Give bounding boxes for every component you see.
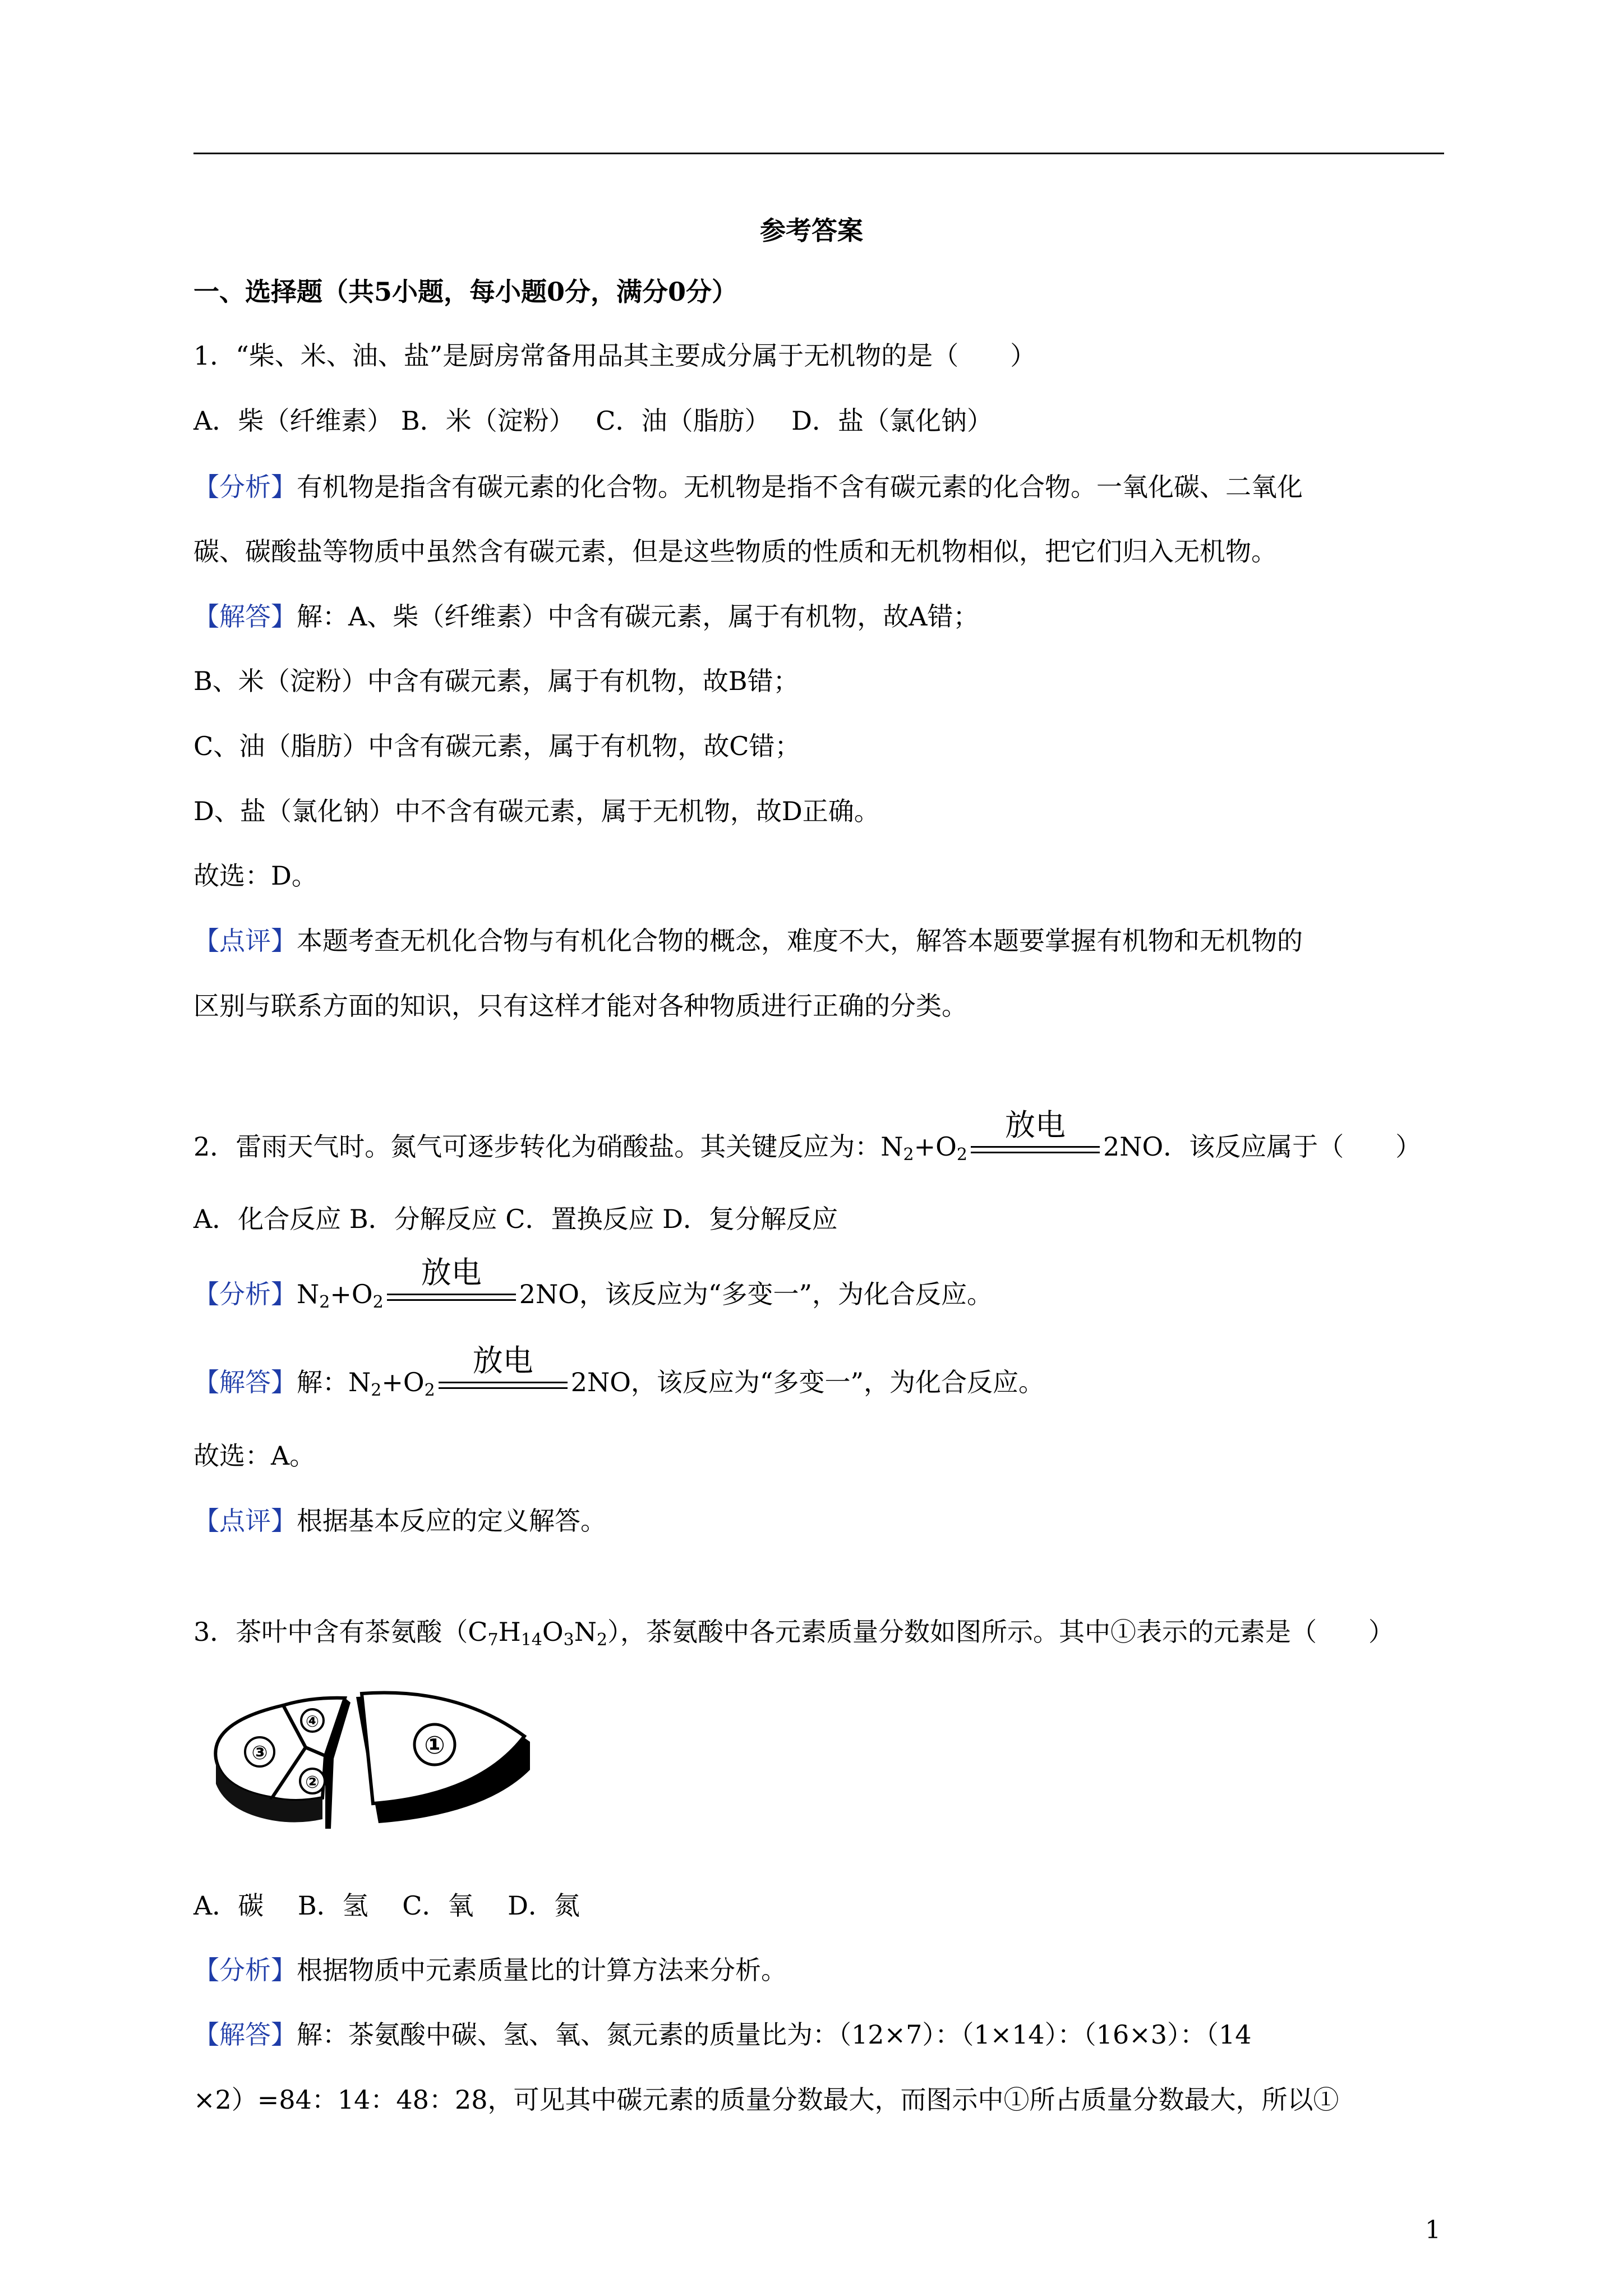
q3-stem-text: 3．茶叶中含有茶氨酸（C (193, 1617, 488, 1647)
q1-answer-line4: D、盐（氯化钠）中不含有碳元素，属于无机物，故D正确。 (193, 796, 880, 826)
header-rule (193, 153, 1444, 154)
q2-stem-text: 2．雷雨天气时。氮气可逐步转化为硝酸盐。其关键反应为： (193, 1131, 881, 1162)
q1-options: A．柴（纤维素） B．米（淀粉） C．油（脂肪） D．盐（氯化钠） (193, 406, 993, 436)
answer-tag: 【解答】 (193, 1367, 297, 1397)
formula: $N_2+O_2$ (880, 1131, 967, 1165)
analysis-tag: 【分析】 (193, 1955, 297, 1985)
q1-answer-line1 (193, 599, 1450, 634)
q2-choice: 故选：A。 (193, 1441, 316, 1471)
q3-stem: 3．茶叶中含有茶氨酸$(C_7H_{14}O_3N_2)$，茶氨酸中各元素质量分数如图所示。其中①表示的元素是（ ） (193, 1617, 1395, 1650)
q2-comment (193, 1503, 1450, 1539)
page-title: 参考答案 (760, 215, 863, 246)
q1-comment-line2: 区别与联系方面的知识，只有这样才能对各种物质进行正确的分类。 (193, 991, 967, 1021)
q1-answer-line3: C、油（脂肪）中含有碳元素，属于有机物，故C错； (193, 731, 801, 761)
q1-choice: 故选：D。 (193, 861, 317, 891)
analysis-tag: 【分析】 (193, 472, 297, 502)
q3-answer-line1 (193, 2017, 1450, 2053)
q3-answer-text: 解：茶氨酸中碳、氢、氧、氮元素的质量比为：（12×7）：（1×14）：（16×3）：（14 (297, 2019, 1252, 2050)
q2-stem-tail: 2NO．该反应属于（ ） (1103, 1131, 1422, 1162)
q3-analysis-text: 根据物质中元素质量比的计算方法来分析。 (297, 1955, 787, 1985)
q1-answer-line2: B、米（淀粉）中含有碳元素，属于有机物，故B错； (193, 666, 799, 696)
q1-stem: 1．“柴、米、油、盐”是厨房常备用品其主要成分属于无机物的是（ ） (193, 341, 1036, 371)
reaction-arrow (439, 1343, 568, 1391)
q2-analysis (193, 1255, 1450, 1312)
pie-label-3: ③ (251, 1742, 268, 1764)
q2-analysis-text: 2NO，该反应为“多变一”，为化合反应。 (519, 1279, 993, 1309)
formula: $N_2+O_2$ (297, 1279, 384, 1312)
q3-options: A．碳 B．氢 C．氧 D．氮 (193, 1890, 580, 1921)
comment-tag: 【点评】 (193, 1506, 297, 1536)
reaction-condition: 放电 (421, 1255, 482, 1290)
reaction-condition: 放电 (1004, 1107, 1066, 1143)
comment-tag: 【点评】 (193, 926, 297, 956)
answer-tag: 【解答】 (193, 2019, 297, 2050)
section-heading: 一、选择题（共5小题，每小题0分，满分0分） (193, 277, 738, 307)
q1-analysis-line1 (193, 469, 1450, 505)
pie-label-4: ④ (306, 1712, 319, 1731)
analysis-tag: 【分析】 (193, 1279, 297, 1309)
pie-label-2: ② (305, 1773, 320, 1792)
reaction-arrow (387, 1255, 516, 1303)
q3-stem-tail: ），茶氨酸中各元素质量分数如图所示。其中①表示的元素是（ ） (607, 1617, 1395, 1647)
page-number: 1 (1425, 2216, 1441, 2244)
q1-comment-line1 (193, 923, 1450, 959)
reaction-arrow (971, 1107, 1100, 1156)
answer-tag: 【解答】 (193, 601, 297, 632)
q3-analysis (193, 1952, 1450, 1988)
q1-comment-text: 本题考查无机化合物与有机化合物的概念，难度不大，解答本题要掌握有机物和无机物的 (297, 926, 1303, 956)
q1-answer-text: 解：A、柴（纤维素）中含有碳元素，属于有机物，故A错； (297, 601, 979, 632)
pie-label-1: ① (424, 1731, 445, 1760)
formula: $N_2+O_2$ (348, 1367, 435, 1400)
q2-answer-prefix: 解： (297, 1367, 348, 1397)
q3-answer-line2: ×2）=84：14：48：28，可见其中碳元素的质量分数最大，而图示中①所占质量分数最大，所以① (193, 2085, 1339, 2115)
q1-analysis-line2: 碳、碳酸盐等物质中虽然含有碳元素，但是这些物质的性质和无机物相似，把它们归入无机物。 (193, 536, 1277, 567)
q1-analysis-text: 有机物是指含有碳元素的化合物。无机物是指不含有碳元素的化合物。一氧化碳、二氧化 (297, 472, 1303, 502)
q2-answer (193, 1343, 1450, 1400)
q2-answer-text: 2NO，该反应为“多变一”，为化合反应。 (570, 1367, 1044, 1397)
q2-comment-text: 根据基本反应的定义解答。 (297, 1506, 606, 1536)
reaction-condition: 放电 (472, 1343, 533, 1378)
q2-stem (193, 1107, 1450, 1165)
element-pie-chart (193, 1680, 552, 1843)
q2-options: A．化合反应 B．分解反应 C．置换反应 D．复分解反应 (193, 1204, 838, 1234)
